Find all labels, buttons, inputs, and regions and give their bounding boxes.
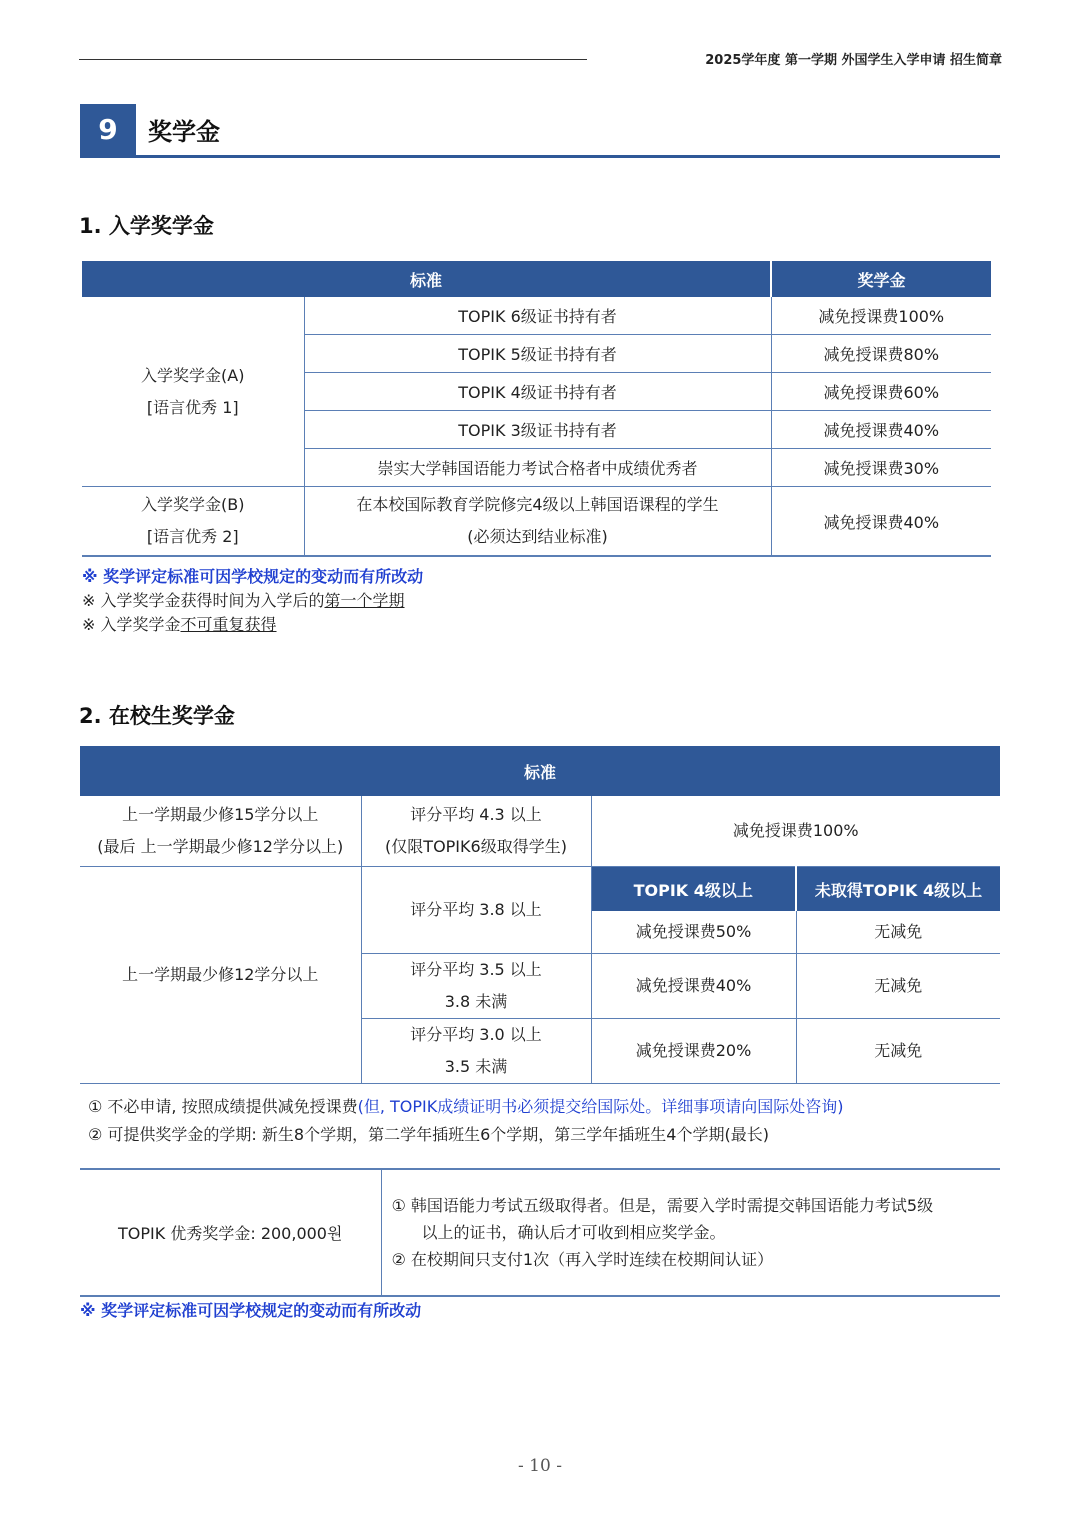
gpa-line: 评分平均 4.3 以上 — [410, 805, 542, 824]
criterion-line: (必须达到结业标准) — [467, 527, 608, 546]
note-emphasis: 不可重复获得 — [180, 615, 277, 634]
header-topik4: TOPIK 4级以上 — [591, 867, 796, 912]
admission-scholarship-table — [82, 261, 991, 557]
no-award-cell: 无减免 — [796, 954, 1000, 1019]
detail-line: ② 在校期间只支付1次（再入学时连续在校期间认证） — [391, 1250, 774, 1269]
gpa-line: 3.8 未满 — [444, 992, 508, 1011]
award-cell: 减免授课费20% — [591, 1019, 796, 1084]
credit-cell — [80, 796, 361, 867]
table-row — [82, 297, 991, 335]
note-emphasis: 第一个学期 — [324, 591, 405, 610]
gpa-line: (仅限TOPIK6级取得学生) — [385, 837, 567, 856]
award-cell: 减免授课费100% — [591, 796, 1000, 867]
note-no-application — [88, 1093, 844, 1121]
note-text: ※ 入学奖学金 — [82, 615, 181, 634]
enrolled-notes — [88, 1093, 844, 1149]
gpa-line: 评分平均 3.0 以上 — [410, 1025, 542, 1044]
group-b-cell — [82, 487, 304, 557]
award-cell: 减免授课费50% — [591, 911, 796, 954]
group-b-sub: [语言优秀 2] — [146, 527, 239, 546]
note-timing — [82, 589, 423, 613]
header-no-topik4: 未取得TOPIK 4级以上 — [796, 867, 1000, 912]
enrolled-scholarship-table — [80, 746, 1000, 1084]
table-row — [82, 487, 991, 557]
award-cell: 减免授课费40% — [771, 411, 991, 449]
header-criteria: 标准 — [82, 261, 771, 297]
no-award-cell: 无减免 — [796, 1019, 1000, 1084]
admission-scholarship-title: 1. 入学奖学金 — [79, 214, 214, 238]
topik-scholarship-label: TOPIK 优秀奖学金: 200,000원 — [80, 1169, 381, 1296]
page-number: - 10 - — [518, 1456, 562, 1476]
note-duplicate — [82, 613, 423, 637]
gpa-cell: 评分平均 3.8 以上 — [361, 867, 591, 954]
note-text: ① 不必申请, 按照成绩提供减免授课费 — [88, 1097, 358, 1116]
award-cell: 减免授课费30% — [771, 449, 991, 487]
topik-scholarship-details — [381, 1169, 1000, 1296]
gpa-line: 评分平均 3.5 以上 — [410, 960, 542, 979]
gpa-cell — [361, 954, 591, 1019]
award-cell: 减免授课费40% — [591, 954, 796, 1019]
gpa-cell — [361, 1019, 591, 1084]
enrolled-scholarship-title: 2. 在校生奖学金 — [79, 704, 235, 728]
table-row — [80, 796, 1000, 867]
credit-line: 上一学期最少修15学分以上 — [122, 805, 319, 824]
group-a-cell — [82, 297, 304, 487]
header-scholarship: 奖学金 — [771, 261, 991, 297]
criterion-cell — [304, 487, 771, 557]
award-cell: 减免授课费40% — [771, 487, 991, 557]
note-semesters: ② 可提供奖学金的学期: 新生8个学期，第二学年插班生6个学期，第三学年插班生4个学期(最长) — [88, 1125, 769, 1144]
criterion-cell: TOPIK 3级证书持有者 — [304, 411, 771, 449]
group-a-label: 入学奖学金(A) — [141, 365, 245, 385]
note-text: ※ 入学奖学金获得时间为入学后的 — [82, 591, 325, 610]
detail-line: ① 韩国语能力考试五级取得者。但是，需要入学时需提交韩国语能力考试5级 — [391, 1196, 934, 1215]
group-a-sub: [语言优秀 1] — [146, 397, 239, 417]
section-number: 9 — [80, 104, 136, 156]
table-row — [80, 867, 1000, 912]
criterion-cell: TOPIK 6级证书持有者 — [304, 297, 771, 335]
credit-cell: 上一学期最少修12学分以上 — [80, 867, 361, 1084]
table-row — [80, 1169, 1000, 1296]
gpa-cell — [361, 796, 591, 867]
note-blue-text: (但, TOPIK成绩证明书必须提交给国际处。详细事项请向国际处咨询) — [357, 1097, 844, 1116]
section-underline — [80, 155, 1000, 158]
admission-notes — [82, 565, 423, 637]
section-title: 奖学金 — [148, 118, 220, 146]
award-cell: 减免授课费60% — [771, 373, 991, 411]
criterion-cell: 崇实大学韩国语能力考试合格者中成绩优秀者 — [304, 449, 771, 487]
gpa-line: 3.5 未满 — [444, 1057, 508, 1076]
note-criteria-change-final: ※ 奖学评定标准可因学校规定的变动而有所改动 — [80, 1301, 422, 1320]
detail-line: 以上的证书，确认后才可收到相应奖学金。 — [421, 1223, 726, 1242]
criterion-line: 在本校国际教育学院修完4级以上韩国语课程的学生 — [356, 495, 719, 514]
award-cell: 减免授课费100% — [771, 297, 991, 335]
criterion-cell: TOPIK 5级证书持有者 — [304, 335, 771, 373]
topik-scholarship-table — [80, 1168, 1000, 1297]
criterion-cell: TOPIK 4级证书持有者 — [304, 373, 771, 411]
group-b-label: 入学奖学金(B) — [141, 495, 245, 514]
document-header-title: 2025学年度 第一学期 外国学生入学申请 招生简章 — [705, 53, 1002, 68]
header-rule — [79, 59, 587, 60]
credit-line: (最后 上一学期最少修12学分以上) — [97, 837, 344, 856]
table-header-row — [80, 746, 1000, 796]
header-criteria: 标准 — [80, 746, 1000, 796]
table-header-row — [82, 261, 991, 297]
note-criteria-change: ※ 奖学评定标准可因学校规定的变动而有所改动 — [82, 567, 424, 586]
award-cell: 减免授课费80% — [771, 335, 991, 373]
no-award-cell: 无减免 — [796, 911, 1000, 954]
